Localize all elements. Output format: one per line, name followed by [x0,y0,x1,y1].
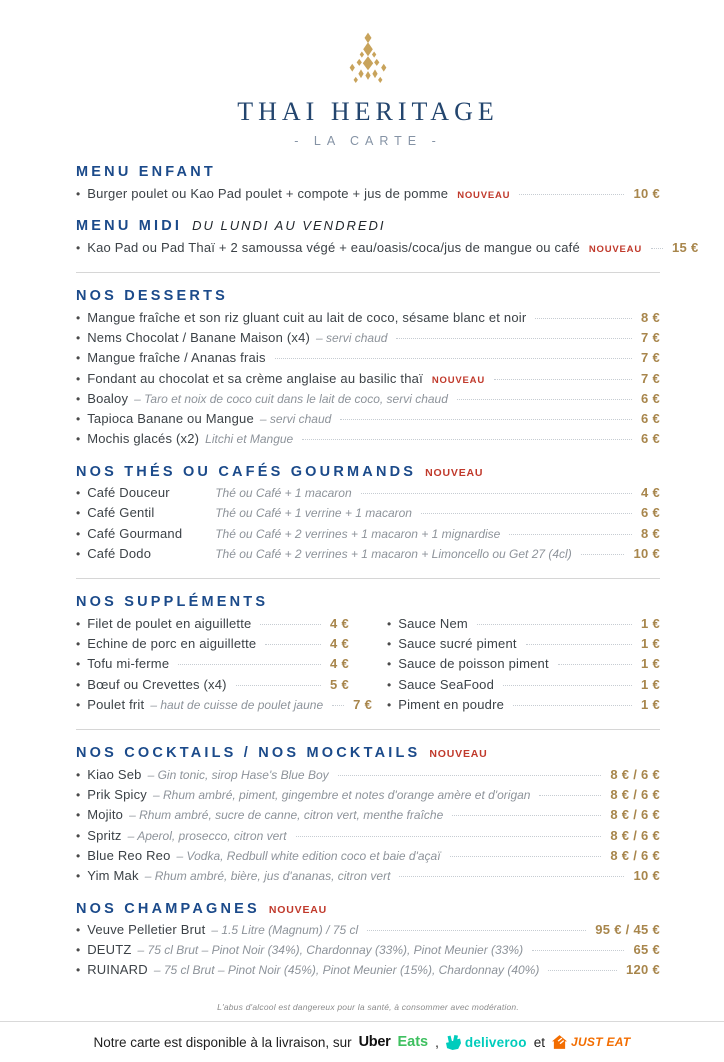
menu-item-row [387,694,660,714]
bullet-icon: • [76,767,81,782]
bullet-icon: • [76,657,81,672]
item-name: Café Dodo [87,545,152,561]
section-heading-desserts [76,288,660,304]
menu-item-row [387,654,660,674]
menu-item-row [76,940,660,960]
item-name: RUINARD [87,962,148,978]
dotted-leader [399,876,624,877]
item-description: – Rhum ambré, piment, gingembre et notes d'orange amère et d'origan [153,788,531,803]
item-price: 6 € [641,431,660,447]
dotted-leader [396,338,632,339]
item-price: 10 € [633,185,660,201]
item-price: 7 € [641,350,660,366]
item-name: Tapioca Banane ou Mangue [87,410,254,426]
item-description: Thé ou Café + 2 verrines + 1 macaron + Limoncello ou Get 27 (4cl) [215,546,572,561]
item-list [76,307,660,448]
item-list [76,237,699,257]
dotted-leader [275,358,632,359]
item-price: 8 € / 6 € [610,766,660,782]
dotted-leader [581,554,625,555]
bullet-icon: • [76,506,81,521]
item-name: Mochis glacés (x2) [87,431,200,447]
item-description: Thé ou Café + 2 verrines + 1 macaron + 1 mignardise [215,526,501,541]
item-description: – 1.5 Litre (Magnum) / 75 cl [211,923,359,938]
item-name: Nems Chocolat / Banane Maison (x4) [87,330,311,346]
menu-header [76,30,660,148]
delivery-info-bar [0,1022,724,1062]
dotted-leader [548,970,617,971]
bullet-icon: • [76,240,81,255]
dotted-leader [535,318,632,319]
nouveau-badge: NOUVEAU [429,748,488,761]
item-price: 1 € [641,696,660,712]
section-divider [76,272,660,273]
item-list [387,613,660,714]
bullet-icon: • [387,697,392,712]
menu-item-row [387,634,660,654]
bullet-icon: • [76,808,81,823]
section-title: MENU MIDI [76,218,183,235]
item-description: – servi chaud [316,331,388,346]
menu-item-row [76,328,660,348]
item-price: 7 € [641,370,660,386]
menu-sections [76,164,699,980]
item-price: 7 € [353,696,373,712]
comma-separator: , [435,1034,439,1050]
dotted-leader [332,705,344,706]
bullet-icon: • [76,617,81,632]
dotted-leader [558,664,632,665]
menu-item-row [387,674,660,694]
dotted-leader [503,685,632,686]
dotted-leader [302,439,632,440]
menu-item-row [76,920,660,940]
bullet-icon: • [387,677,392,692]
section-divider [76,578,660,579]
bullet-icon: • [76,546,81,561]
item-price: 5 € [330,676,349,692]
bullet-icon: • [76,848,81,863]
item-description: – Vodka, Redbull white edition coco et baie d'açaï [176,848,441,863]
thai-stupa-ornament-icon [340,30,396,86]
section-title: MENU ENFANT [76,164,216,180]
item-name: Sauce de poisson piment [398,656,549,672]
dotted-leader [519,194,624,195]
item-description: – 75 cl Brut – Pinot Noir (45%), Pinot Meunier (15%), Chardonnay (40%) [153,963,540,978]
bullet-icon: • [387,637,392,652]
bullet-icon: • [387,657,392,672]
section-supplements [76,594,660,714]
bullet-icon: • [76,828,81,843]
alcohol-warning-text: L'abus d'alcool est dangereux pour la santé, à consommer avec modération. [217,1002,519,1013]
menu-item-row [76,634,349,654]
section-heading-menu-enfant [76,164,660,180]
restaurant-name: THAI HERITAGE [237,97,499,126]
menu-item-row [76,694,373,714]
item-price: 6 € [641,410,660,426]
menu-item-row [76,307,660,327]
dotted-leader [421,513,632,514]
item-price: 4 € [330,656,349,672]
item-price: 15 € [671,239,699,255]
item-price: 6 € [641,505,660,521]
dotted-leader [532,950,624,951]
item-name: Kiao Seb [87,766,142,782]
item-price: 8 € / 6 € [610,827,660,843]
dotted-leader [526,644,632,645]
item-price: 4 € [330,616,349,632]
bullet-icon: • [76,351,81,366]
section-divider [76,729,660,730]
item-list [76,764,660,885]
section-title: NOS SUPPLÉMENTS [76,594,269,611]
dotted-leader [539,795,601,796]
item-price: 4 € [330,636,349,652]
bullet-icon: • [76,963,81,978]
menu-card-subtitle: - LA CARTE - [294,134,442,148]
section-title: NOS DESSERTS [76,288,229,305]
section-heading-cocktails [76,745,660,761]
bullet-icon: • [76,486,81,501]
menu-item-row [76,237,699,257]
item-name: Café Gentil [87,505,155,521]
dotted-leader [296,836,602,837]
menu-item-row [76,764,660,784]
item-name: Bœuf ou Crevettes (x4) [87,676,227,692]
nouveau-badge: NOUVEAU [268,903,328,916]
supplements-columns [76,613,660,714]
dotted-leader [513,705,632,706]
item-price: 95 € / 45 € [595,922,660,938]
item-price: 1 € [641,616,660,632]
item-name: Yim Mak [87,867,139,883]
just-eat-house-icon [552,1035,567,1049]
menu-item-row [76,825,660,845]
section-title: NOS CHAMPAGNES [76,900,260,917]
menu-item-row [76,960,660,980]
item-name: Kao Pad ou Pad Thaï + 2 samoussa végé + eau/oasis/coca/jus de mangue ou café [87,239,580,255]
item-name: Mangue fraîche et son riz gluant cuit au lait de coco, sésame blanc et noir [87,309,527,325]
menu-item-row [76,845,660,865]
dotted-leader [265,644,321,645]
bullet-icon: • [76,526,81,541]
item-list [76,183,660,203]
bullet-icon: • [76,943,81,958]
section-heading-cafes-gourmands [76,464,660,480]
item-name: Prik Spicy [87,787,147,803]
section-heading-supplements [76,594,660,610]
item-description: – haut de cuisse de poulet jaune [150,697,324,712]
item-name: Veuve Pelletier Brut [87,922,206,938]
item-name: Mojito [87,807,124,823]
item-name: Sauce SeaFood [398,676,495,692]
item-price: 120 € [625,962,660,978]
bullet-icon: • [76,788,81,803]
item-price: 1 € [641,676,660,692]
item-description: – Gin tonic, sirop Hase's Blue Boy [147,767,329,782]
item-description: – 75 cl Brut – Pinot Noir (34%), Chardonnay (33%), Pinot Meunier (33%) [137,943,524,958]
bullet-icon: • [387,617,392,632]
supplements-column [387,613,660,714]
nouveau-badge: NOUVEAU [431,374,485,386]
dotted-leader [178,664,321,665]
item-price: 10 € [633,545,660,561]
section-champagnes [76,901,660,981]
menu-item-row [76,429,660,449]
item-name: Boaloy [87,390,129,406]
bullet-icon: • [76,868,81,883]
item-price: 6 € [641,390,660,406]
nouveau-badge: NOUVEAU [457,189,511,201]
section-menu-enfant [76,164,660,203]
menu-item-row [76,674,349,694]
deliveroo-logo: deliveroo [446,1035,527,1050]
item-price: 4 € [641,485,660,501]
item-name: Echine de porc en aiguillette [87,636,257,652]
dotted-leader [361,493,632,494]
section-title: NOS COCKTAILS / NOS MOCKTAILS [76,745,421,762]
dotted-leader [340,419,632,420]
delivery-text: Notre carte est disponible à la livraison, sur [93,1034,352,1050]
bullet-icon: • [76,391,81,406]
item-name: Café Gourmand [87,525,183,541]
item-description: – Rhum ambré, sucre de canne, citron vert, menthe fraîche [129,808,444,823]
item-price: 8 € / 6 € [610,807,660,823]
menu-item-row [76,613,349,633]
item-price: 8 € [641,309,660,325]
menu-item-row [76,348,660,368]
item-name: Spritz [87,827,122,843]
menu-item-row [76,368,660,388]
item-description: Thé ou Café + 1 verrine + 1 macaron [215,506,412,521]
dotted-leader [651,248,663,249]
uber-eats-logo: Uber Eats [358,1034,429,1051]
item-price: 7 € [641,330,660,346]
nouveau-badge: NOUVEAU [588,243,642,255]
menu-item-row [76,785,660,805]
bullet-icon: • [76,697,81,712]
menu-item-row [76,654,349,674]
dotted-leader [509,534,632,535]
item-name: Mangue fraîche / Ananas frais [87,350,266,366]
dotted-leader [450,856,602,857]
item-name: Poulet frit [87,696,145,712]
menu-item-row [76,183,660,203]
item-list [76,483,660,564]
menu-item-row [76,408,660,428]
item-price: 8 € [641,525,660,541]
section-heading-champagnes [76,901,660,917]
bullet-icon: • [76,637,81,652]
dotted-leader [452,815,601,816]
supplements-column [76,613,373,714]
section-cocktails [76,745,660,885]
menu-item-row [76,865,660,885]
deliveroo-kangaroo-icon [446,1035,461,1050]
item-description: – servi chaud [259,411,332,426]
menu-item-row [76,503,660,523]
bullet-icon: • [76,923,81,938]
item-name: DEUTZ [87,942,132,958]
item-list [76,613,373,714]
section-desserts [76,288,660,448]
bullet-icon: • [76,371,81,386]
just-eat-logo: JUST EAT [552,1035,631,1049]
bullet-icon: • [76,331,81,346]
item-price: 1 € [641,636,660,652]
item-description: – Rhum ambré, bière, jus d'ananas, citron vert [144,868,391,883]
section-cafes-gourmands [76,464,660,564]
menu-item-row [76,523,660,543]
item-name: Sauce Nem [398,616,468,632]
item-price: 65 € [633,942,660,958]
item-price: 1 € [641,656,660,672]
item-list [76,920,660,981]
item-name: Piment en poudre [398,696,505,712]
item-price: 10 € [633,867,660,883]
item-name: Tofu mi-ferme [87,656,170,672]
menu-item-row [387,613,660,633]
item-description: Thé ou Café + 1 macaron [215,486,352,501]
item-price: 8 € / 6 € [610,847,660,863]
dotted-leader [260,624,321,625]
item-description: – Aperol, prosecco, citron vert [127,828,287,843]
dotted-leader [457,399,632,400]
item-name: Burger poulet ou Kao Pad poulet + compote + jus de pomme [87,185,449,201]
section-menu-midi [76,218,699,257]
et-separator: et [533,1034,545,1050]
item-name: Café Douceur [87,485,170,501]
section-subtitle: DU LUNDI AU VENDREDI [192,218,386,234]
menu-item-row [76,543,660,563]
menu-item-row [76,483,660,503]
item-name: Fondant au chocolat et sa crème anglaise au basilic thaï [87,370,423,386]
bullet-icon: • [76,677,81,692]
item-description: Litchi et Mangue [205,432,294,447]
nouveau-badge: NOUVEAU [425,466,484,479]
dotted-leader [338,775,602,776]
dotted-leader [367,930,586,931]
bullet-icon: • [76,432,81,447]
item-name: Sauce sucré piment [398,636,517,652]
section-heading-menu-midi [76,218,660,234]
dotted-leader [236,685,321,686]
item-description: – Taro et noix de coco cuit dans le lait de coco, servi chaud [134,391,448,406]
bullet-icon: • [76,411,81,426]
bullet-icon: • [76,310,81,325]
menu-item-row [76,388,660,408]
bullet-icon: • [76,186,81,201]
item-name: Filet de poulet en aiguillette [87,616,252,632]
item-name: Blue Reo Reo [87,847,171,863]
section-title: NOS THÉS OU CAFÉS GOURMANDS [76,463,417,480]
dotted-leader [494,379,632,380]
menu-item-row [76,805,660,825]
item-price: 8 € / 6 € [610,787,660,803]
dotted-leader [477,624,632,625]
